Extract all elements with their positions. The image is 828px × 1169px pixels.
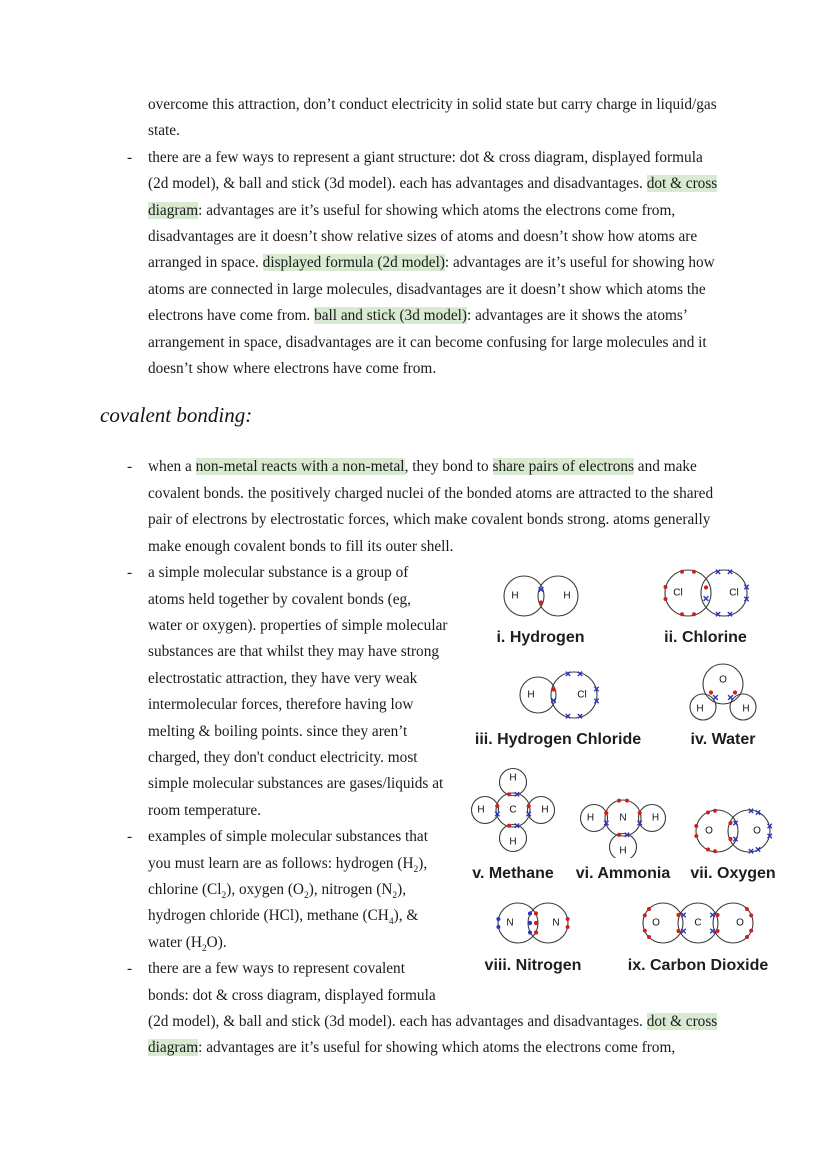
bullet-simple-molecular	[127, 560, 718, 824]
atom-symbol: O	[652, 917, 660, 929]
diagram-label-hydrogen-chloride: iii. Hydrogen Chloride	[474, 731, 642, 749]
bullet-covalent-intro	[127, 454, 718, 560]
atom-symbol: O	[719, 674, 727, 686]
diagram-label-hydrogen: i. Hydrogen	[496, 629, 585, 647]
text-and-figure-section	[100, 560, 776, 1062]
atom-symbol: H	[527, 689, 535, 701]
section-heading-covalent-bonding: covalent bonding:	[100, 403, 253, 428]
diagram-label-chlorine: ii. Chlorine	[664, 629, 747, 647]
diagram-label-ammonia: vi. Ammonia	[575, 865, 671, 883]
bullet-covalent-intro-text: when a non-metal reacts with a non-metal, they bond to share pairs of electrons and make covalent bonds. the positively charged nuclei of the bonded atoms are attracted to the shared pair of electrons by electrostatic forces, which make covalent bonds strong. atoms generally make enough covalent bonds to fill its outer shell.	[148, 458, 714, 555]
atom-symbol: C	[694, 917, 702, 929]
bullet-giant-structure	[127, 145, 718, 383]
atom-symbol: H	[510, 590, 519, 602]
atom-symbol: Cl	[728, 587, 739, 599]
intro-paragraph: overcome this attraction, don’t conduct electricity in solid state but carry charge in liquid/gas state.	[148, 96, 717, 140]
bullet-dash: -	[127, 564, 133, 582]
atom-symbol: H	[619, 845, 627, 857]
atom-symbol: N	[552, 917, 560, 929]
atom-symbol: H	[509, 772, 517, 784]
atom-symbol: O	[705, 825, 713, 837]
bullet-examples	[127, 824, 718, 956]
atom-symbol: H	[651, 812, 660, 824]
atom-symbol: H	[586, 812, 595, 824]
bullet-simple-molecular-text: a simple molecular substance is a group of atoms held together by covalent bonds (eg, water or oxygen). properties of simple molecular substances are that whilst they may have strong electrostatic attraction, they have very weak intermolecular forces, therefore having low melting & boiling points. since they aren’t charged, they don't conduct electricity. most simple molecular substances are gases/liquids at room temperature.	[148, 564, 448, 819]
atom-symbol: H	[696, 703, 704, 715]
atom-symbol: O	[753, 825, 761, 837]
bullet-examples-text: examples of simple molecular substances that you must learn are as follows: hydrogen $(H_2)$, chlorine $(Cl_2)$, oxygen $(O_2)$, nitrogen $(N_2)$, hydrogen chloride (HCl), methane $(CH_4)$, & water $(H_2O)$.	[148, 828, 428, 954]
bullet-dash: -	[127, 148, 133, 166]
atom-symbol: C	[509, 804, 517, 816]
diagram-label-carbon-dioxide: ix. Carbon Dioxide	[627, 957, 769, 975]
atom-symbol: H	[742, 703, 750, 715]
atom-symbol: H	[541, 804, 549, 816]
bullet-dash: -	[127, 458, 133, 476]
atom-symbol: H	[477, 804, 485, 816]
atom-symbol: N	[619, 812, 627, 824]
diagram-label-methane: v. Methane	[472, 865, 554, 883]
diagram-label-oxygen: vii. Oxygen	[690, 865, 776, 883]
atom-symbol: O	[736, 917, 744, 929]
atom-symbol: Cl	[577, 689, 587, 701]
diagram-label-nitrogen: viii. Nitrogen	[484, 957, 582, 975]
atom-symbol: N	[506, 917, 514, 929]
bullet-dash: -	[127, 960, 133, 978]
bullet-represent-covalent	[127, 956, 718, 1062]
atom-symbol: H	[562, 590, 571, 602]
diagram-label-water: iv. Water	[690, 731, 756, 749]
bullet-dash: -	[127, 828, 133, 846]
bullet-giant-structure-text: there are a few ways to represent a giant structure: dot & cross diagram, displayed formula (2d model), & ball and stick (3d model). each has advantages and disadvantages. dot & cross diagram: advantages are it’s useful for showing which atoms the electrons come from, disadvantages are it doesn’t show relative sizes of atoms and doesn’t show how atoms are arranged in space. displayed formula (2d model): advantages are it’s useful for showing how atoms are connected in large molecules, disadvantages are it doesn’t show which atoms the electrons have come from. ball and stick (3d model): advantages are it shows the atoms’ arrangement in space, disadvantages are it can become confusing for large molecules and it doesn’t show where electrons have come from.	[148, 148, 718, 378]
atom-symbol: Cl	[672, 587, 683, 599]
bullet-represent-covalent-text: there are a few ways to represent covalent bonds: dot & cross diagram, displayed formula (2d model), & ball and stick (3d model). each has advantages and disadvantages. dot & cross diagram: advantages are it’s useful for showing which atoms the electrons come from,	[148, 960, 718, 1057]
atom-symbol: H	[509, 836, 517, 848]
